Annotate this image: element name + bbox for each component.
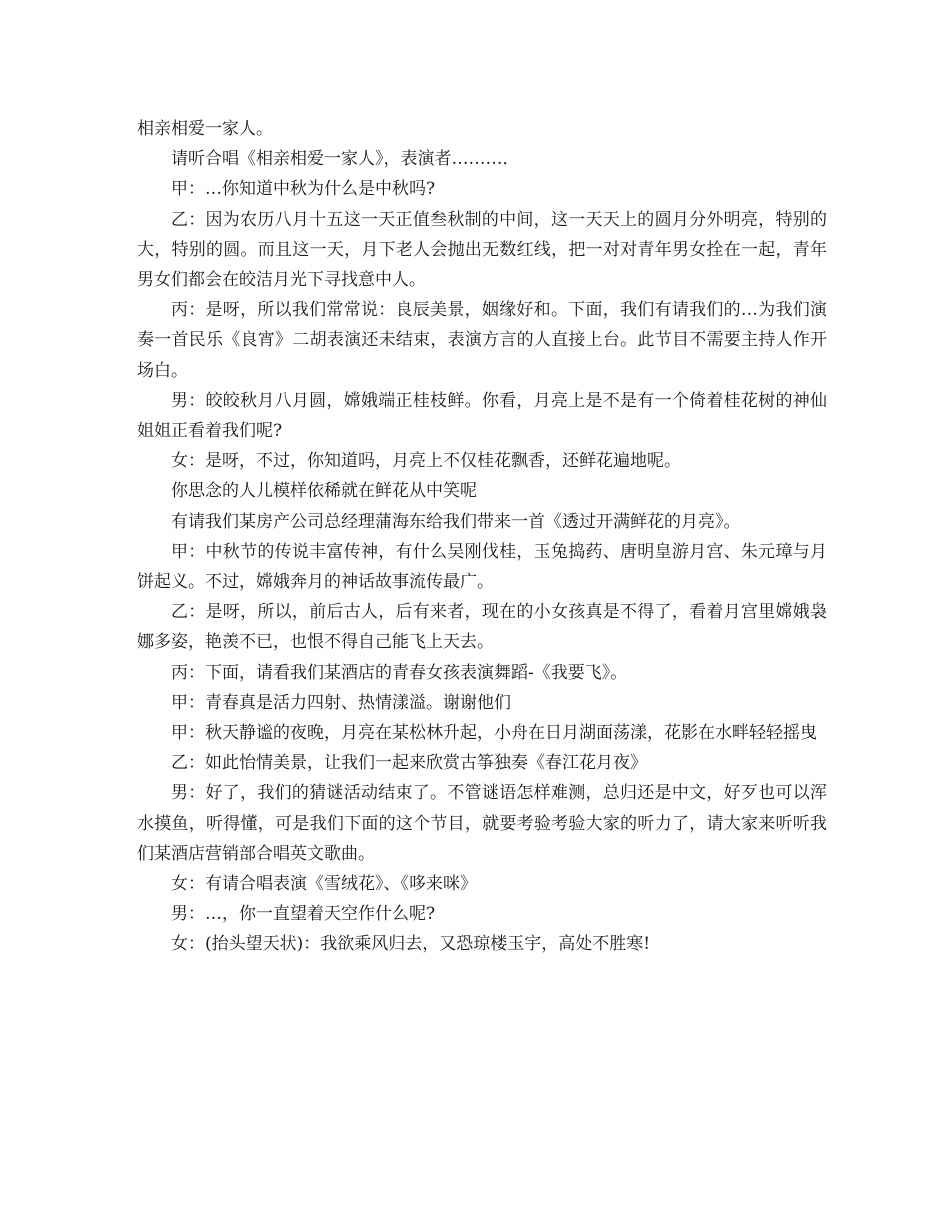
paragraph-4: 乙：因为农历八月十五这一天正值叁秋制的中间，这一天天上的圆月分外明亮，特别的大，特别的圆。而且这一天，月下老人会抛出无数红线，把一对对青年男女拴在一起，青年男女们都会在皎洁月光下寻找意中人。 bbox=[137, 209, 827, 291]
paragraph-9: 有请我们某房产公司总经理蒲海东给我们带来一首《透过开满鲜花的月亮》。 bbox=[171, 511, 741, 532]
paragraph-11: 乙：是呀，所以，前后古人，后有来者，现在的小女孩真是不得了，看着月宫里嫦娥袅娜多姿，艳羡不已，也恨不得自己能飞上天去。 bbox=[137, 602, 827, 653]
paragraph-10: 甲：中秋节的传说丰富传神，有什么吴刚伐桂，玉兔捣药、唐明皇游月宫、朱元璋与月饼起义。不过，嫦娥奔月的神话故事流传最广。 bbox=[137, 541, 827, 593]
paragraph-8: 你思念的人儿模样依稀就在鲜花从中笑呢 bbox=[171, 481, 477, 502]
paragraph-5: 丙：是呀，所以我们常常说：良辰美景，姻缘好和。下面，我们有请我们的…为我们演奏一首民乐《良宵》二胡表演还未结束，表演方言的人直接上台。此节目不需要主持人作开场白。 bbox=[137, 300, 827, 381]
paragraph-15: 乙：如此怡情美景，让我们一起来欣赏古筝独奏《春江花月夜》 bbox=[171, 753, 647, 774]
document-page bbox=[137, 114, 827, 960]
paragraph-3: 甲：…你知道中秋为什么是中秋吗? bbox=[171, 179, 436, 200]
paragraph-12: 丙：下面，请看我们某酒店的青春女孩表演舞蹈-《我要飞》。 bbox=[171, 662, 628, 683]
paragraph-2: 请听合唱《相亲相爱一家人》，表演者………． bbox=[171, 149, 520, 170]
paragraph-19: 女：(抬头望天状)：我欲乘风归去，又恐琼楼玉宇，高处不胜寒! bbox=[171, 934, 651, 955]
paragraph-7: 女：是呀，不过，你知道吗，月亮上不仅桂花飘香，还鲜花遍地呢。 bbox=[171, 451, 681, 472]
paragraph-1: 相亲相爱一家人。 bbox=[137, 119, 273, 139]
paragraph-6: 男：皎皎秋月八月圆，嫦娥端正桂枝鲜。你看，月亮上是不是有一个倚着桂花树的神仙姐姐正看着我们呢? bbox=[137, 390, 827, 442]
paragraph-17: 女：有请合唱表演《雪绒花》、《哆来咪》 bbox=[171, 874, 477, 895]
paragraph-16: 男：好了，我们的猜谜活动结束了。不管谜语怎样难测，总归还是中文，好歹也可以浑水摸鱼，听得懂，可是我们下面的这个节目，就要考验考验大家的听力了，请大家来听听我们某酒店营销部合唱英文歌曲。 bbox=[137, 783, 827, 864]
paragraph-14: 甲：秋天静谧的夜晚，月亮在某松林升起，小舟在日月湖面荡漾，花影在水畔轻轻摇曳 bbox=[171, 723, 817, 744]
paragraph-13: 甲：青春真是活力四射、热情漾溢。谢谢他们 bbox=[171, 692, 511, 713]
paragraph-18: 男：…，你一直望着天空作什么呢? bbox=[171, 904, 436, 925]
